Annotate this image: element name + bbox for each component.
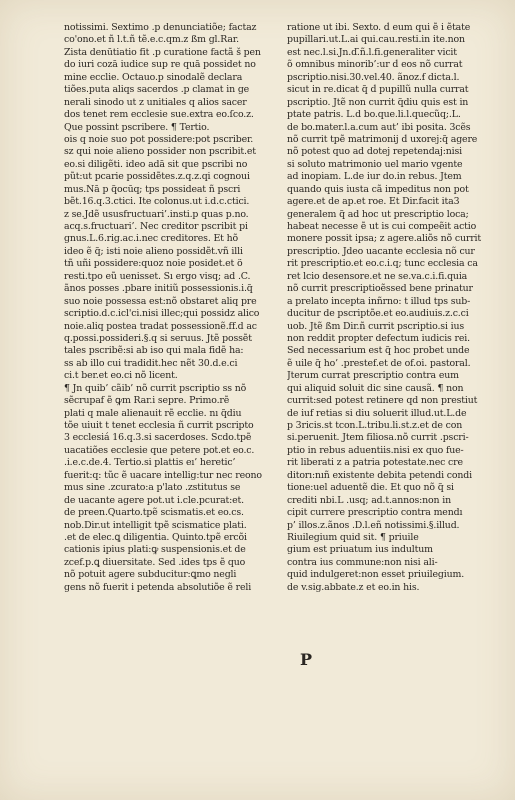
text-line: a prelato incepta inñrno: t illud tps sub- bbox=[287, 295, 471, 307]
text-line: zcef.p.ꝗ diuersitate. Sed .ides tps ẽ quo bbox=[64, 556, 246, 568]
text-line: 3 ecclesiá 16.q.3.si sacerdoses. Scdo.tpẽ bbox=[64, 432, 252, 444]
text-line: est nec.l.si.Jn.d.̃ñ.l.fi.generaliter vicit bbox=[287, 46, 457, 58]
text-line: uacatiões ecclesie que petere pot.et eo.c. bbox=[64, 444, 255, 456]
text-line: dos tenet rem ecclesie sue.extra eo.ſco.z. bbox=[64, 109, 254, 121]
text-line: ratione ut ibi. Sexto. ḋ eum qui ẽ i ẽtate bbox=[287, 22, 471, 33]
text-line: Zista denūtiatio fit .p curatione factã š pen bbox=[64, 46, 261, 58]
text-line: de uacante agere pot.ut i.cle.pcurat:et. bbox=[64, 494, 244, 506]
text-line: suo noie possessa est:nõ obstaret aliq pre bbox=[64, 295, 257, 307]
text-line: ãnos posses .pbare initiũ possessionis.i.q̃ bbox=[64, 283, 253, 295]
left-text-column bbox=[64, 22, 276, 594]
text-line: pscriptio.nisi.30.vel.40. ãnoz.ẜ dicta.l. bbox=[287, 71, 460, 83]
text-line: õ omnibus minorib’:ur ḋ eos nõ currat bbox=[287, 59, 463, 71]
text-line: nerali sinodo ut z unitiales q alios sacer bbox=[64, 96, 247, 108]
text-line: agere.et de ap.et roe. Et Dir.facit ita3 bbox=[287, 196, 460, 208]
text-line: p’ illos.z.ãnos .D.l.eñ notissimi.§.illud. bbox=[287, 519, 460, 531]
text-line: mine ecclie. Octauo.p sinodalẽ declara bbox=[64, 71, 243, 83]
text-line: ss ab illo cui tradidit.hec nẽt 30.d.e.ci bbox=[64, 357, 238, 369]
text-line: mus sine .zcurato:a p'lato .zstitutus se bbox=[64, 482, 241, 494]
text-line: nõ currit tpẽ matrimonij ḋ uxorej:q̃ agere bbox=[287, 133, 478, 145]
text-line: crediti nbi.L .usq; ad.t.annos:non in bbox=[287, 494, 452, 506]
text-line: de iuf retias si diu soluerit illud.ut.L.de bbox=[287, 407, 467, 419]
text-line: scriptio.d.c.icl'ci.nisi illec;qui possidz alico bbox=[64, 308, 260, 320]
text-line: gens nõ fuerit i petenda absolutiõe ẽ reli bbox=[64, 581, 252, 593]
text-line: de bo.mater.l.a.cum aut’ ibi posita. 3cẽs bbox=[287, 121, 471, 133]
text-line: ptio in rebus aduentiis.nisi ex quo fue- bbox=[287, 444, 464, 456]
text-line: rit liberati z a patria potestate.nec cre bbox=[287, 457, 463, 469]
text-line: Jterum currat prescriptio contra eum bbox=[287, 370, 459, 382]
text-line: si soluto matrimonio uel mario vgente bbox=[287, 158, 463, 170]
text-line: gnus.L.6.rig.ac.i.nec creditores. Et hõ bbox=[64, 233, 239, 245]
text-line: sicut in re.dicat q̃ ḋ pupillũ nulla currat bbox=[287, 84, 469, 96]
text-line: si.peruenit. Jtem filiosa.nõ currit .pscri- bbox=[287, 432, 469, 444]
text-line: .et de elec.ꝗ diligentia. Quinto.tpẽ ercõi bbox=[64, 531, 247, 543]
text-line: de preen.Quarto.tpẽ scismatis.et eo.cs. bbox=[64, 507, 244, 519]
right-text-column bbox=[287, 22, 494, 594]
text-line: de v.sig.abbate.z et eo.in his. bbox=[287, 581, 420, 593]
text-line: plati q male alienauit rẽ ecclie. nı q̃diu bbox=[64, 407, 242, 419]
text-line: co'ono.et ñ l.t.ñ tẽ.e.c.qm.z ßm gl.Rar. bbox=[64, 34, 239, 46]
text-line: rit prescriptio.et eo.c.i.q; tunc ecclesia ca bbox=[287, 258, 478, 270]
text-line: monere possit ipsa; z agere.aliõs nõ currit bbox=[287, 233, 482, 245]
text-line: tõe uiuit t tenet ecclesia ñ currit pscripto bbox=[64, 420, 254, 431]
text-line: tione:uel aduentẽ die. Et quo nõ q̃ si bbox=[287, 482, 454, 494]
text-line: mus.Ñā p q̃ocūq; tps possideat ñ pscri bbox=[64, 183, 241, 195]
text-line: tñ uñi possidere:quoz noie posidet.et ö bbox=[64, 258, 243, 270]
text-line: contra ius commune:non nisi ali- bbox=[287, 556, 438, 568]
text-line: ducitur de pscriptõe.et eo.audiuis.z.c.ci bbox=[287, 308, 469, 320]
text-line: bẽt.16.q.3.ctici. Ite colonus.ut i.d.c.ctici. bbox=[64, 196, 250, 208]
text-line: quando quis iusta cã impeditus non pot bbox=[287, 183, 469, 195]
text-line: Que possint pscribere. ¶ Tertio. bbox=[64, 121, 210, 133]
text-line: pupillari.ut.L.ai qui.cau.resti.in ite.non bbox=[287, 34, 465, 46]
text-line: nõ potest quo ad dotej repetendaj:nisi bbox=[287, 146, 462, 158]
text-line: ci.t ber.et eo.ci nõ licent. bbox=[64, 370, 178, 382]
text-line: cationis ipius plati:ꝙ suspensionis.et de bbox=[64, 544, 246, 556]
text-line: cipit currere prescriptio contra mendı bbox=[287, 507, 463, 519]
text-line: p 3ricis.st tcon.L.tribu.li.st.z.et de con bbox=[287, 420, 463, 431]
text-line: qui aliquid soluit dic sine causã. ¶ non bbox=[287, 382, 464, 394]
text-line: quid indulgeret:non esset priuilegium. bbox=[287, 569, 465, 581]
text-line: habeat necesse ẽ ut is cui compeẽit actio bbox=[287, 221, 477, 232]
text-line: ẽ uile q̃ ho’ .prestef.et de of.oi. pastoral. bbox=[287, 357, 471, 369]
text-line: gium est priuatum ius indultum bbox=[287, 544, 433, 556]
text-line: ad inopiam. L.de iur do.in rebus. Jtem bbox=[287, 171, 462, 183]
text-line: .i.e.c.de.4. Tertio.si plattis eı’ heretic’ bbox=[64, 457, 236, 469]
text-line: ideo ẽ q̃; isti noie alieno possidẽt.vñ illi bbox=[64, 245, 243, 257]
text-line: pũt:ut pcarie possidẽtes.z.q.z.qi cognoui bbox=[64, 171, 250, 183]
text-line: ois q noie suo pot possidere:pot pscriber. bbox=[64, 133, 254, 145]
text-line: sẽcrupaf ẽ ꝙm Rar.i sepre. Primo.rẽ bbox=[64, 395, 230, 407]
text-line: ¶ Jn quib’ cãib’ nõ currit pscriptio ss nõ bbox=[64, 382, 247, 394]
text-line: eo.si diligẽti. ideo adā sit que pscribi no bbox=[64, 158, 248, 170]
text-line: nob.Dir.ut intelligit tpẽ scismatice plati. bbox=[64, 519, 247, 531]
initial-letter: P bbox=[300, 650, 313, 669]
text-line: uob. Jtẽ ßm Dir.ñ currit pscriptio.si ius bbox=[287, 320, 465, 332]
text-line: acq.s.fructuari’. Nec creditor pscribit pi bbox=[64, 221, 248, 232]
text-line: resti.tpo eũ uenisset. Sı ergo visq; ad .C. bbox=[64, 270, 251, 282]
text-line: generalem q̃ ad hoc ut prescriptio loca; bbox=[287, 208, 469, 220]
text-line: ret lcio desensore.et ne se.va.c.i.fi.quia bbox=[287, 270, 468, 282]
text-line: ptate patris. L.d bo.que.li.l.quecũq;.L. bbox=[287, 109, 461, 121]
text-line: do iuri cozā iudice sup re quā possidet no bbox=[64, 59, 256, 71]
text-line: Sed necessarium est q̃ hoc probet unde bbox=[287, 345, 470, 357]
text-line: currit:sed potest retinere qd non prestiut bbox=[287, 395, 478, 407]
text-line: prescriptio. Jdeo uacante ecclesia nõ cur bbox=[287, 245, 475, 257]
text-line: notissimi. Sextimo .p denunciatiõe; factaz bbox=[64, 22, 257, 33]
text-line: nõ potuit agere subducitur:ꝗmo negli bbox=[64, 569, 237, 581]
text-line: q.possi.possideri.§.q si seruus. Jtẽ possẽt bbox=[64, 332, 252, 344]
text-line: ditorı:nıñ existente debita petendi condi bbox=[287, 469, 472, 481]
text-line: z se.Jdẽ ususfructuari’.insti.p quas p.no. bbox=[64, 208, 249, 220]
text-line: noie.aliq postea tradat possessionẽ.ff.d ac bbox=[64, 320, 257, 332]
text-line: pscriptio. Jtẽ non currit q̃diu quis est in bbox=[287, 96, 469, 108]
text-line: Riuilegium quid sit. ¶ priuile bbox=[287, 531, 419, 543]
text-line: sz qui noie alieno possider non pscribit.et bbox=[64, 146, 256, 158]
text-line: nõ currit prescriptioẽssed bene prinatur bbox=[287, 283, 473, 295]
text-line: tales pscribẽ:si ab iso qui mala fidẽ ha: bbox=[64, 345, 244, 357]
text-line: fuerit:q: tũc ẽ uacare intellig:tur nec reono bbox=[64, 469, 262, 481]
text-line: non reddit propter defectum iudicis rei. bbox=[287, 332, 470, 344]
text-line: tiões.puta aliqs sacerdos .p clamat in ge bbox=[64, 84, 250, 96]
